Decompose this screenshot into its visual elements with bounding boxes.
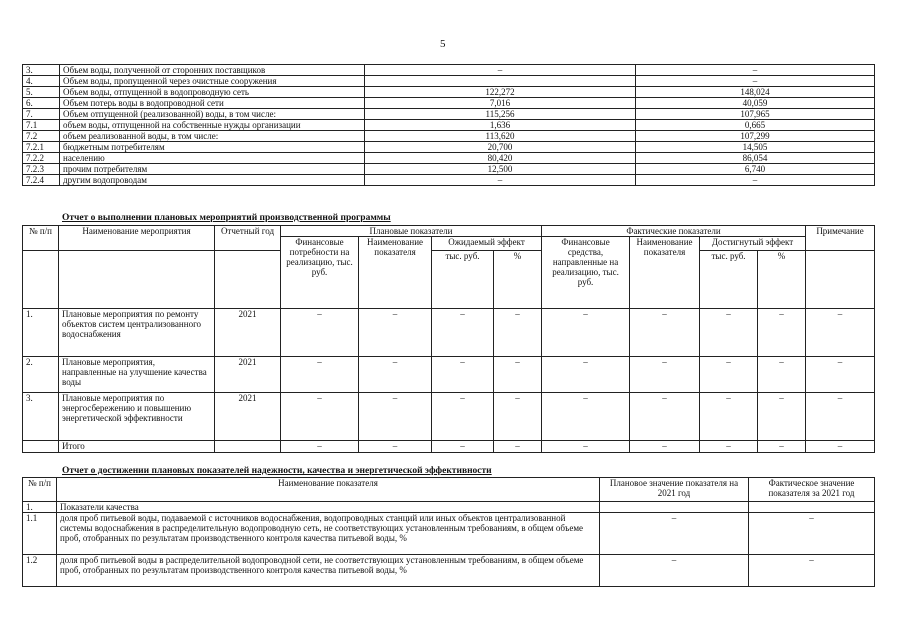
plan-value: [365, 76, 636, 87]
table-row: [23, 65, 875, 76]
table-row: [23, 98, 875, 109]
report-year: 2021: [215, 357, 281, 393]
row-number: 7.2.1: [23, 142, 60, 153]
fact-value: 86,054: [636, 153, 875, 164]
fact-value: 107,965: [636, 109, 875, 120]
table-row: [23, 393, 875, 441]
fact-value: 40,059: [636, 98, 875, 109]
row-name: Объем отпущенной (реализованной) воды, в том числе:: [60, 109, 365, 120]
table-row: [23, 357, 875, 393]
row-name: прочим потребителям: [60, 164, 365, 175]
row-name: другим водопроводам: [60, 175, 365, 186]
section-title-measures: Отчет о выполнении плановых мероприятий производственной программы: [62, 213, 391, 223]
row-name: Объем потерь воды в водопроводной сети: [60, 98, 365, 109]
t2-head-num: № п/п: [23, 226, 59, 251]
fact-value: 0,665: [636, 120, 875, 131]
dash-cell: –: [359, 441, 432, 453]
dash-cell: –: [432, 357, 494, 393]
fact-value: [749, 502, 875, 513]
table-row: [23, 76, 875, 87]
volumes-table: [22, 64, 875, 186]
dash-cell: –: [281, 309, 359, 357]
fact-value: –: [636, 175, 875, 186]
report-year: [215, 441, 281, 453]
measure-name: Итого: [59, 441, 215, 453]
t2-head-fact: Фактические показатели: [542, 226, 806, 237]
dash-cell: –: [700, 309, 758, 357]
dash-cell: –: [281, 357, 359, 393]
dash-cell: –: [494, 441, 542, 453]
dash-cell: –: [806, 309, 875, 357]
t2-head-ind-plan: Наименование показателя: [359, 237, 432, 309]
measure-name: Плановые мероприятия по ремонту объектов систем централизованного водоснабжения: [59, 309, 215, 357]
t3-head-plan: Плановое значение показателя на 2021 год: [600, 478, 749, 502]
row-name: Объем воды, отпущенной в водопроводную сеть: [60, 87, 365, 98]
table-row: [23, 87, 875, 98]
dash-cell: –: [700, 357, 758, 393]
dash-cell: –: [281, 393, 359, 441]
plan-value: 80,420: [365, 153, 636, 164]
dash-cell: –: [758, 393, 806, 441]
page-number: 5: [440, 38, 446, 50]
plan-value: [600, 502, 749, 513]
t2-head-fin-plan: Финансовые потребности на реализацию, тыс. руб.: [281, 237, 359, 309]
t2-head-plan: Плановые показатели: [281, 226, 542, 237]
t3-head-name: Наименование показателя: [57, 478, 600, 502]
table-row: [23, 175, 875, 186]
table-row: [23, 513, 875, 555]
fact-value: 6,740: [636, 164, 875, 175]
report-year: 2021: [215, 309, 281, 357]
plan-value: 113,620: [365, 131, 636, 142]
row-name: населению: [60, 153, 365, 164]
row-number: 1.: [23, 502, 57, 513]
dash-cell: –: [806, 393, 875, 441]
t2-head-ind-fact: Наименование показателя: [630, 237, 700, 309]
row-number: 7.: [23, 109, 60, 120]
dash-cell: –: [281, 441, 359, 453]
dash-cell: –: [494, 357, 542, 393]
fact-value: –: [636, 65, 875, 76]
row-name: бюджетным потребителям: [60, 142, 365, 153]
dash-cell: –: [758, 309, 806, 357]
row-number: 1.: [23, 309, 59, 357]
row-number: 7.2.3: [23, 164, 60, 175]
plan-value: 122,272: [365, 87, 636, 98]
dash-cell: –: [542, 393, 630, 441]
row-number: 2.: [23, 357, 59, 393]
dash-cell: –: [630, 357, 700, 393]
row-name: Объем воды, полученной от сторонних поставщиков: [60, 65, 365, 76]
fact-value: –: [636, 76, 875, 87]
row-number: 6.: [23, 98, 60, 109]
fact-value: –: [749, 513, 875, 555]
dash-cell: –: [359, 393, 432, 441]
plan-value: –: [365, 65, 636, 76]
dash-cell: –: [432, 393, 494, 441]
measure-name: Плановые мероприятия, направленные на улучшение качества воды: [59, 357, 215, 393]
report-year: 2021: [215, 393, 281, 441]
t2-head-pct: %: [494, 251, 542, 309]
fact-value: 148,024: [636, 87, 875, 98]
plan-value: –: [365, 175, 636, 186]
t3-head-num: № п/п: [23, 478, 57, 502]
fact-value: 107,299: [636, 131, 875, 142]
t2-head-pct: %: [758, 251, 806, 309]
table-row: [23, 142, 875, 153]
plan-value: 20,700: [365, 142, 636, 153]
plan-value: 115,256: [365, 109, 636, 120]
row-name: Объем воды, пропущенной через очистные сооружения: [60, 76, 365, 87]
dash-cell: –: [542, 357, 630, 393]
dash-cell: –: [700, 441, 758, 453]
row-number: 7.2: [23, 131, 60, 142]
plan-value: 12,500: [365, 164, 636, 175]
fact-value: –: [749, 555, 875, 587]
plan-value: –: [600, 555, 749, 587]
measures-table: [22, 225, 875, 453]
plan-value: 7,016: [365, 98, 636, 109]
t2-head-achieved: Достигнутый эффект: [700, 237, 806, 251]
t2-head-name: Наименование мероприятия: [59, 226, 215, 251]
row-number: 7.1: [23, 120, 60, 131]
table-row: [23, 120, 875, 131]
dash-cell: –: [806, 441, 875, 453]
measure-name: Плановые мероприятия по энергосбережению и повышению энергетической эффективности: [59, 393, 215, 441]
t2-head-trub: тыс. руб.: [432, 251, 494, 309]
dash-cell: –: [542, 309, 630, 357]
row-number: 1.2: [23, 555, 57, 587]
dash-cell: –: [758, 441, 806, 453]
section-title-indicators: Отчет о достижении плановых показателей надежности, качества и энергетической эффективности: [62, 466, 492, 476]
dash-cell: –: [432, 441, 494, 453]
indicator-name: Показатели качества: [57, 502, 600, 513]
indicator-name: доля проб питьевой воды в распределительной водопроводной сети, не соответствующих установленным требованиям, в общем объеме проб, отобранных по результатам производственного контроля качества питьевой воды, %: [57, 555, 600, 587]
row-number: 3.: [23, 65, 60, 76]
table-row: [23, 131, 875, 142]
table-row: [23, 109, 875, 120]
row-name: объем воды, отпущенной на собственные нужды организации: [60, 120, 365, 131]
dash-cell: –: [359, 357, 432, 393]
table-row: [23, 309, 875, 357]
row-name: объем реализованной воды, в том числе:: [60, 131, 365, 142]
dash-cell: –: [630, 441, 700, 453]
t2-head-trub: тыс. руб.: [700, 251, 758, 309]
dash-cell: –: [432, 309, 494, 357]
plan-value: 1,636: [365, 120, 636, 131]
t2-head-year: Отчетный год: [215, 226, 281, 251]
row-number: 7.2.4: [23, 175, 60, 186]
dash-cell: –: [758, 357, 806, 393]
plan-value: –: [600, 513, 749, 555]
row-number: 1.1: [23, 513, 57, 555]
dash-cell: –: [700, 393, 758, 441]
dash-cell: –: [630, 393, 700, 441]
t2-head-expected: Ожидаемый эффект: [432, 237, 542, 251]
t2-head-note: Примечание: [806, 226, 875, 251]
row-number: 3.: [23, 393, 59, 441]
row-number: 4.: [23, 76, 60, 87]
table-row: [23, 164, 875, 175]
dash-cell: –: [359, 309, 432, 357]
row-number: 5.: [23, 87, 60, 98]
dash-cell: –: [630, 309, 700, 357]
t2-head-fin-fact: Финансовые средства, направленные на реализацию, тыс. руб.: [542, 237, 630, 309]
t3-head-fact: Фактическое значение показателя за 2021 год: [749, 478, 875, 502]
table-row: [23, 441, 875, 453]
table-row: [23, 555, 875, 587]
indicators-table: [22, 477, 875, 587]
row-number: 7.2.2: [23, 153, 60, 164]
indicator-name: доля проб питьевой воды, подаваемой с источников водоснабжения, водопроводных станций или иных объектов централизованной системы водоснабжения в распределительную водопроводную сеть, не соответствующих установленным требованиям, в общем объеме проб, отобранных по результатам производственного контроля качества питьевой воды, %: [57, 513, 600, 555]
dash-cell: –: [806, 357, 875, 393]
dash-cell: –: [542, 441, 630, 453]
dash-cell: –: [494, 393, 542, 441]
row-number: [23, 441, 59, 453]
table-row: [23, 502, 875, 513]
dash-cell: –: [494, 309, 542, 357]
table-row: [23, 153, 875, 164]
fact-value: 14,505: [636, 142, 875, 153]
